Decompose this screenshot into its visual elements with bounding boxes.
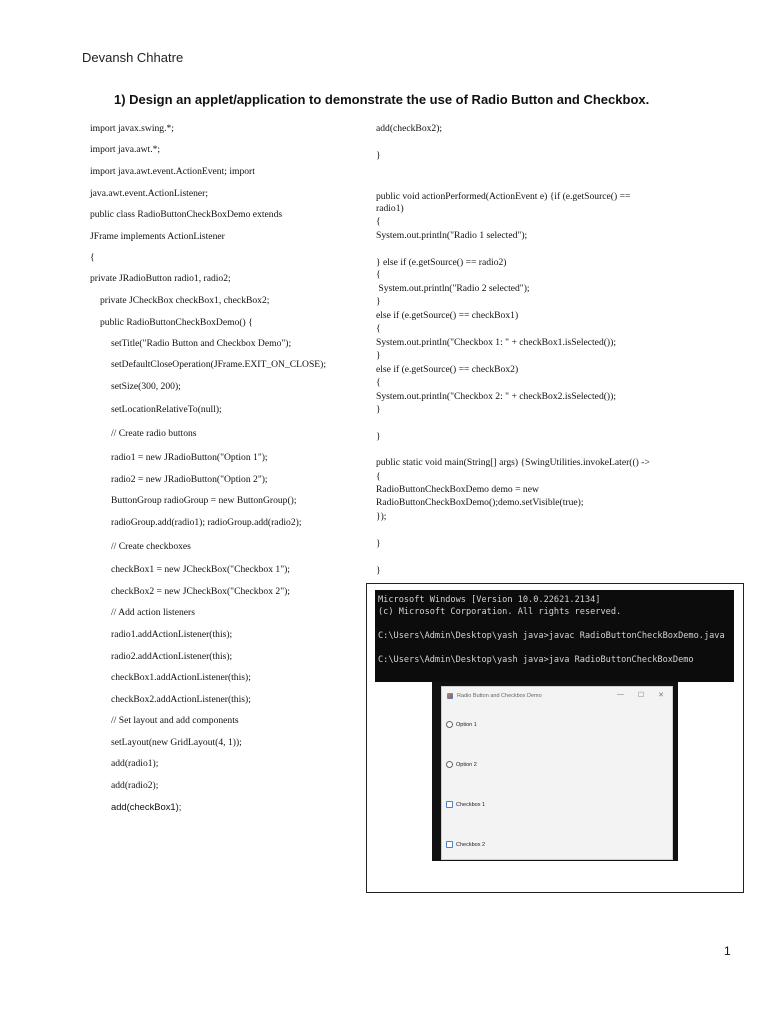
code-line: private JRadioButton radio1, radio2; — [90, 273, 231, 284]
code-line: } — [376, 404, 381, 415]
code-line: { — [376, 216, 381, 227]
code-line: add(checkBox1); — [111, 801, 182, 812]
maximize-icon[interactable]: ☐ — [637, 692, 645, 699]
code-line: } — [376, 431, 381, 442]
code-line: public static void main(String[] args) {SwingUtilities.invokeLater(() -> — [376, 457, 650, 468]
code-line: checkBox1 = new JCheckBox("Checkbox 1"); — [111, 564, 290, 575]
code-line: else if (e.getSource() == checkBox2) — [376, 364, 519, 375]
code-line: radio1) — [376, 203, 404, 214]
code-line: } — [376, 538, 381, 549]
code-line: setDefaultCloseOperation(JFrame.EXIT_ON_CLOSE); — [111, 359, 327, 370]
terminal-line: C:\Users\Admin\Desktop\yash java>javac RadioButtonCheckBoxDemo.java — [378, 631, 725, 641]
checkbox-square-icon[interactable] — [446, 841, 453, 848]
code-line: setTitle("Radio Button and Checkbox Demo"); — [111, 338, 292, 349]
terminal-line: Microsoft Windows [Version 10.0.22621.2134] — [378, 595, 601, 605]
minimize-icon[interactable]: — — [616, 691, 624, 698]
code-line: System.out.println("Radio 2 selected"); — [376, 283, 530, 294]
code-line: JFrame implements ActionListener — [90, 231, 225, 242]
radio-circle-icon[interactable] — [446, 721, 453, 728]
page-number: 1 — [724, 944, 731, 958]
code-line: checkBox1.addActionListener(this); — [111, 672, 251, 683]
code-line: public RadioButtonCheckBoxDemo() { — [100, 317, 253, 328]
code-line: setLocationRelativeTo(null); — [111, 404, 222, 415]
code-line: }); — [376, 511, 387, 522]
code-line: setSize(300, 200); — [111, 381, 181, 392]
code-line: System.out.println("Radio 1 selected"); — [376, 230, 528, 241]
checkbox-option[interactable] — [446, 841, 485, 848]
code-line: { — [90, 252, 95, 263]
code-line: System.out.println("Checkbox 2: " + checkBox2.isSelected()); — [376, 391, 616, 402]
code-line: checkBox2 = new JCheckBox("Checkbox 2"); — [111, 586, 290, 597]
option-label: Option 1 — [456, 721, 477, 728]
code-line: radio1.addActionListener(this); — [111, 629, 233, 640]
terminal-line: C:\Users\Admin\Desktop\yash java>java RadioButtonCheckBoxDemo — [378, 655, 694, 665]
option-label: Option 2 — [456, 761, 477, 768]
code-line: public class RadioButtonCheckBoxDemo extends — [90, 209, 283, 220]
code-line: import java.awt.*; — [90, 144, 161, 155]
code-line: else if (e.getSource() == checkBox1) — [376, 310, 519, 321]
code-line: radio2.addActionListener(this); — [111, 651, 233, 662]
author-name: Devansh Chhatre — [82, 50, 184, 65]
code-line: { — [376, 471, 381, 482]
code-line: // Create checkboxes — [111, 541, 191, 552]
demo-app-window — [441, 686, 673, 860]
code-line: // Create radio buttons — [111, 428, 197, 439]
code-line: { — [376, 323, 381, 334]
checkbox-option[interactable] — [446, 801, 485, 808]
java-app-icon — [447, 693, 453, 699]
code-line: RadioButtonCheckBoxDemo();demo.setVisible(true); — [376, 497, 584, 508]
code-line: } else if (e.getSource() == radio2) — [376, 257, 507, 268]
terminal-window — [375, 590, 734, 682]
code-line: } — [376, 296, 381, 307]
code-line: } — [376, 565, 381, 576]
terminal-line — [378, 642, 731, 654]
code-line: RadioButtonCheckBoxDemo demo = new — [376, 484, 539, 495]
code-line: add(radio1); — [111, 758, 159, 769]
app-window-title: Radio Button and Checkbox Demo — [457, 693, 542, 699]
code-line: radioGroup.add(radio1); radioGroup.add(radio2); — [111, 517, 302, 528]
option-label: Checkbox 2 — [456, 841, 486, 848]
code-line: { — [376, 269, 381, 280]
code-line: public void actionPerformed(ActionEvent e) {if (e.getSource() == — [376, 191, 631, 202]
code-line: // Add action listeners — [111, 607, 195, 618]
checkbox-square-icon[interactable] — [446, 801, 453, 808]
code-line: checkBox2.addActionListener(this); — [111, 694, 251, 705]
code-line: ButtonGroup radioGroup = new ButtonGroup(); — [111, 495, 297, 506]
code-line: import javax.swing.*; — [90, 123, 174, 134]
radio-circle-icon[interactable] — [446, 761, 453, 768]
radio-option[interactable] — [446, 721, 477, 728]
code-line: { — [376, 377, 381, 388]
code-line: java.awt.event.ActionListener; — [90, 188, 209, 199]
code-line: add(checkBox2); — [376, 123, 443, 134]
question-heading: 1) Design an applet/application to demonstrate the use of Radio Button and Checkbox. — [114, 92, 650, 107]
option-label: Checkbox 1 — [456, 801, 486, 808]
code-line: radio1 = new JRadioButton("Option 1"); — [111, 452, 268, 463]
terminal-line: (c) Microsoft Corporation. All rights reserved. — [378, 607, 622, 617]
close-icon[interactable]: ✕ — [658, 692, 664, 699]
code-line: radio2 = new JRadioButton("Option 2"); — [111, 474, 268, 485]
code-line: import java.awt.event.ActionEvent; import — [90, 166, 255, 177]
code-line: private JCheckBox checkBox1, checkBox2; — [100, 295, 270, 306]
radio-option[interactable] — [446, 761, 477, 768]
code-line: setLayout(new GridLayout(4, 1)); — [111, 737, 242, 748]
code-line: } — [376, 350, 381, 361]
code-line: add(radio2); — [111, 780, 159, 791]
code-line: } — [376, 150, 381, 161]
app-titlebar[interactable] — [442, 687, 672, 705]
terminal-line — [378, 618, 731, 630]
code-line: // Set layout and add components — [111, 715, 239, 726]
code-line: System.out.println("Checkbox 1: " + checkBox1.isSelected()); — [376, 337, 616, 348]
